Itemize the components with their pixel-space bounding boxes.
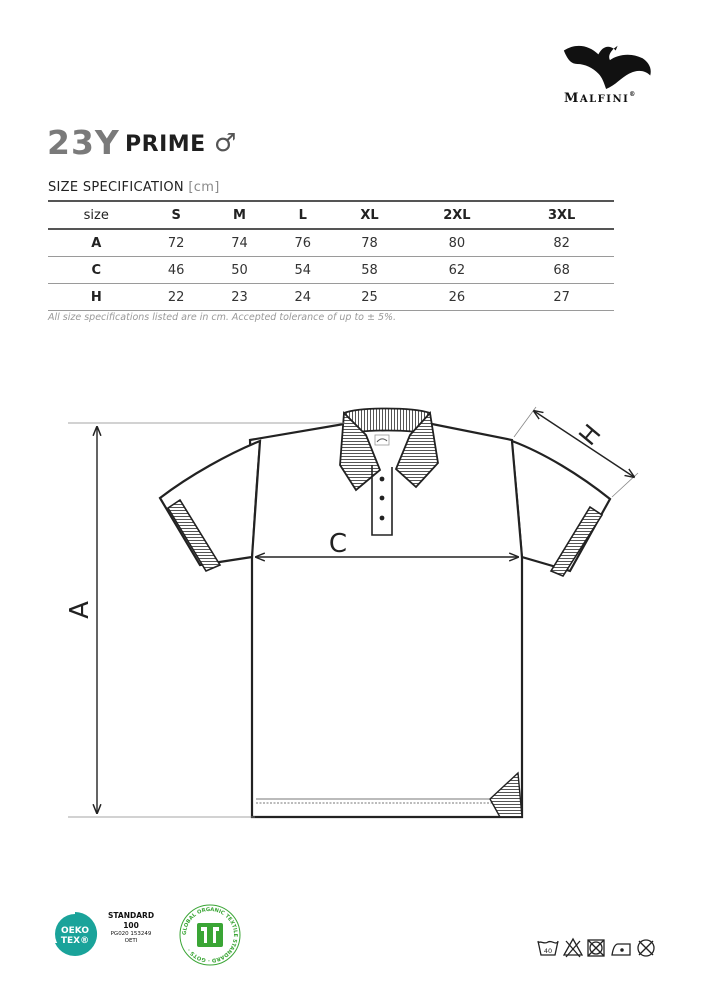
table-cell: 54 — [271, 257, 334, 284]
shirt-body — [160, 424, 610, 817]
table-cell: 76 — [271, 229, 334, 257]
table-cell: 22 — [145, 284, 208, 311]
table-cell: 26 — [405, 284, 510, 311]
no-tumble-dry-icon — [588, 940, 604, 956]
table-cell: 50 — [208, 257, 271, 284]
tolerance-note: All size specifications listed are in cm. Accepted tolerance of up to ± 5%. — [48, 312, 397, 323]
table-cell: 46 — [145, 257, 208, 284]
table-cell: 78 — [334, 229, 404, 257]
wash-40-icon — [538, 941, 558, 955]
size-table — [48, 200, 614, 311]
polo-shirt-drawing — [60, 395, 650, 835]
col-header: L — [271, 201, 334, 229]
no-dry-clean-icon — [638, 940, 654, 956]
dimension-label-c: C — [328, 529, 348, 559]
wash-temp: 40 — [543, 947, 553, 955]
table-row — [48, 257, 614, 284]
oeko-line1: OEKO — [60, 926, 90, 936]
standard-number: 100 — [123, 921, 139, 930]
care-symbols — [536, 935, 666, 961]
col-header: XL — [334, 201, 404, 229]
table-cell: 74 — [208, 229, 271, 257]
table-cell: 82 — [509, 229, 614, 257]
oeko-standard — [108, 911, 154, 945]
col-header: S — [145, 201, 208, 229]
gots-text: GLOBAL ORGANIC TEXTILE STANDARD · GOTS · — [181, 906, 239, 964]
gots-logo — [178, 903, 242, 967]
table-cell: 23 — [208, 284, 271, 311]
col-header: 2XL — [405, 201, 510, 229]
cert-institute: OETI — [124, 938, 138, 944]
col-header: 3XL — [509, 201, 614, 229]
cert-number: PG020 153249 — [110, 931, 152, 937]
standard-label: STANDARD — [108, 911, 155, 920]
table-cell: 58 — [334, 257, 404, 284]
spec-title-text: SIZE SPECIFICATION — [48, 180, 184, 195]
table-row — [48, 284, 614, 311]
table-cell: 72 — [145, 229, 208, 257]
row-label: C — [48, 257, 145, 284]
size-header-row — [48, 201, 614, 229]
col-header: M — [208, 201, 271, 229]
table-cell: 62 — [405, 257, 510, 284]
row-label: A — [48, 229, 145, 257]
model-code: 23Y — [47, 123, 120, 162]
oeko-line2: TEX® — [60, 936, 90, 946]
spec-title — [48, 180, 220, 195]
brand-name: MALFINI® — [564, 91, 637, 106]
table-cell: 68 — [509, 257, 614, 284]
eagle-icon — [560, 36, 656, 92]
oeko-tex-logo — [50, 909, 100, 959]
row-label: H — [48, 284, 145, 311]
dimension-label-h: H — [573, 419, 607, 451]
table-row — [48, 229, 614, 257]
table-cell: 27 — [509, 284, 614, 311]
table-cell: 24 — [271, 284, 334, 311]
no-bleach-icon — [564, 939, 582, 957]
model-name: PRIME — [125, 132, 206, 157]
table-cell: 25 — [334, 284, 404, 311]
male-symbol-icon: ♂ — [214, 128, 237, 157]
garment-diagram — [60, 395, 650, 835]
col-header: size — [48, 201, 145, 229]
dimension-label-a: A — [65, 601, 95, 619]
table-cell: 80 — [405, 229, 510, 257]
spec-unit: [cm] — [188, 180, 220, 195]
iron-low-icon — [612, 944, 630, 955]
